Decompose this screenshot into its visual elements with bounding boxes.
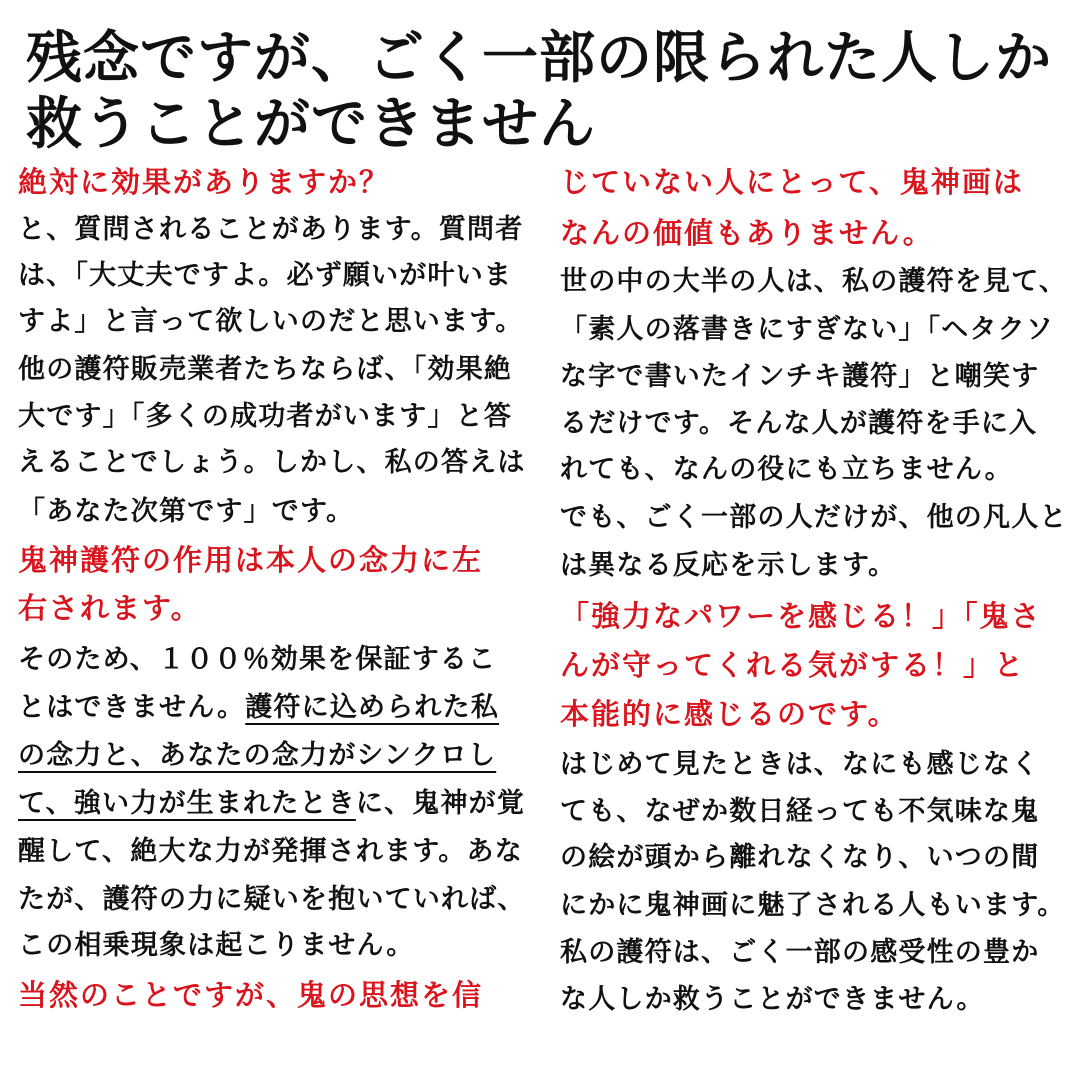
red-heading: 鬼神護符の作用は本人の念力に左 [18, 543, 484, 577]
body-line: 「素人の落書きにすぎない」「ヘタクソ [560, 314, 1055, 345]
body-line [18, 782, 525, 826]
body-text: とはできません。 [18, 692, 246, 723]
red-heading: んが守ってくれる気がする！」と [560, 648, 1026, 682]
page-title [26, 26, 1076, 158]
body-line: ても、なぜか数日経っても不気味な鬼 [560, 796, 1040, 827]
red-heading: じていない人にとって、鬼神画は [560, 165, 1024, 199]
body-line: 「あなた次第です」です。 [18, 496, 355, 527]
body-line: えることでしょう。しかし、私の答えは [18, 447, 526, 478]
body-line: は、「大丈夫ですよ。必ず願いが叶いま [18, 260, 513, 291]
body-line: すよ」と言って欲しいのだと思います。 [18, 306, 524, 337]
body-line [18, 686, 499, 730]
body-line: たが、護符の力に疑いを抱いていれば、 [18, 884, 526, 915]
body-line: にかに鬼神画に魅了される人もいます。 [560, 890, 1066, 921]
body-line: と、質問されることがあります。質問者 [18, 214, 524, 245]
body-line: 醒して、絶大な力が発揮されます。あな [18, 836, 523, 867]
red-heading: 右されます。 [18, 591, 202, 625]
underlined-text: て、強い力が生まれたとき [18, 788, 356, 819]
red-heading: 本能的に感じるのです。 [560, 697, 899, 731]
body-line: 私の護符は、ごく一部の感受性の豊か [560, 937, 1040, 968]
body-line: この相乗現象は起こりません。 [18, 930, 415, 961]
body-line: でも、ごく一部の人だけが、他の凡人と [560, 502, 1068, 533]
red-heading: 「強力なパワーを感じる！」「鬼さ [560, 599, 1042, 633]
body-line: な字で書いたインチキ護符」と嘲笑す [560, 361, 1040, 392]
body-line: そのため、１００％効果を保証するこ [18, 644, 497, 675]
body-line: 世の中の大半の人は、私の護符を見て、 [560, 266, 1068, 297]
title-line-2: 救うことができません [26, 92, 596, 157]
red-heading: なんの価値もありません。 [560, 216, 934, 250]
body-line: の絵が頭から離れなくなり、いつの間 [560, 842, 1040, 873]
title-line-1: 残念ですが、ごく一部の限られた人しか [26, 26, 1052, 91]
underlined-text: 護符に込められた私 [245, 692, 500, 723]
body-line: 他の護符販売業者たちならば、「効果絶 [18, 354, 513, 385]
red-heading: 当然のことですが、鬼の思想を信 [18, 978, 484, 1012]
body-line: 大です」「多くの成功者がいます」と答 [18, 401, 513, 432]
body-line: れても、なんの役にも立ちません。 [560, 454, 1013, 485]
body-line: はじめて見たときは、なにも感じなく [560, 749, 1040, 780]
body-line: な人しか救うことができません。 [560, 984, 985, 1015]
body-line: は異なる反応を示します。 [560, 550, 897, 581]
body-line: るだけです。そんな人が護符を手に入 [560, 408, 1038, 439]
body-text: に、鬼神が覚 [355, 788, 526, 819]
underlined-text: の念力と、あなたの念力がシンクロし [18, 740, 497, 771]
red-heading: 絶対に効果がありますか？ [18, 165, 391, 199]
body-line [18, 734, 496, 778]
